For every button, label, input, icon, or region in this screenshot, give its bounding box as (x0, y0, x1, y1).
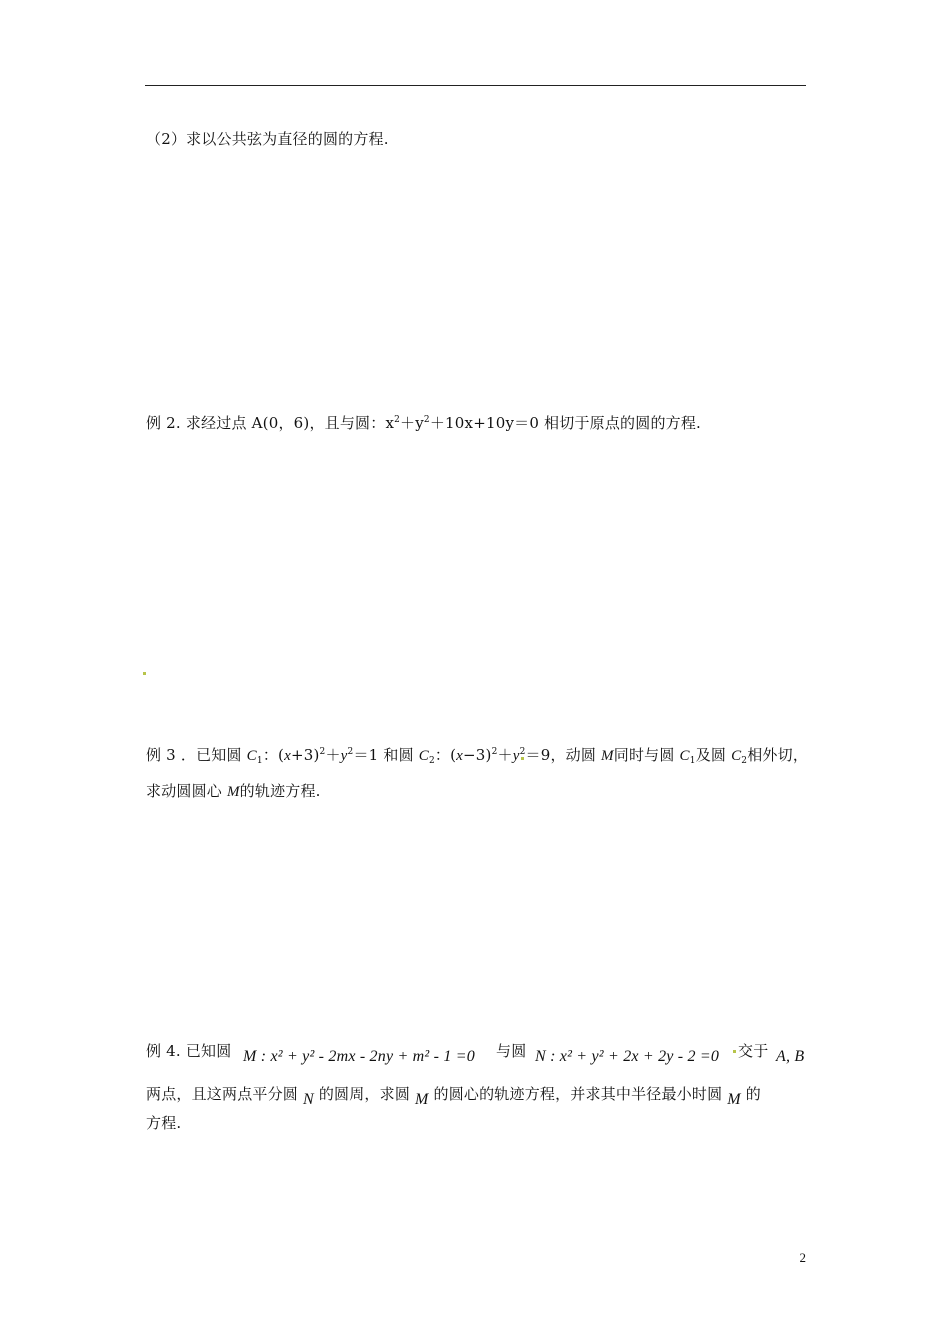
ex3-sub-2: 2 (428, 756, 435, 766)
ex3-label: 例 3 ．已知圆 (146, 746, 247, 764)
ex4-n: N (302, 1091, 314, 1108)
ex4-l2c: 的圆心的轨迹方程，并求其中半径最小时圆 (433, 1085, 723, 1103)
ex4-l2d: 的 (745, 1085, 761, 1103)
ex2-text-c: ＋10x+10y＝0 相切于原点的圆的方程. (429, 414, 702, 432)
ex3-sq1: 2 (319, 747, 326, 757)
ex3-sub-1: 1 (256, 756, 263, 766)
marker-dot-2 (521, 757, 524, 760)
example-4-label: 例 4. 已知圆 (146, 1042, 232, 1060)
ex3-sq4: 2 (519, 747, 526, 757)
ex2-text-a: 例 2. 求经过点 A(0，6)，且与圆：x (146, 414, 395, 432)
ex3-t4: ：( (434, 746, 457, 764)
ex4-m2: M (727, 1091, 741, 1108)
ex3-c4: C (731, 748, 742, 764)
ex3-y1: y (340, 748, 348, 764)
ex4-l2b: 的圆周，求圆 (318, 1085, 411, 1103)
ex3-y2: y (512, 748, 520, 764)
ex3-c2: C (418, 748, 429, 764)
ex3-t5: −3) (463, 746, 492, 764)
marker-dot-3 (733, 1050, 736, 1053)
ex2-sup-1: 2 (394, 415, 401, 425)
ex3-t6: ＝9，动圆 (525, 746, 602, 764)
question-part-2: （2）求以公共弦为直径的圆的方程. (146, 130, 389, 148)
ex3-c1: C (246, 748, 257, 764)
ex3-sub-3: 1 (689, 756, 696, 766)
ex4-m: M (415, 1091, 429, 1108)
ex3-x2: x (456, 748, 464, 764)
points-ab: A, B (776, 1048, 805, 1065)
ex3-t9: 相外切， (747, 746, 809, 764)
ex2-sup-2: 2 (423, 415, 430, 425)
page-number: 2 (799, 1250, 806, 1265)
ex3-sq3: 2 (491, 747, 498, 757)
example-4-line-3: 方程. (146, 1114, 182, 1132)
example-3-line-1 (146, 744, 808, 766)
header-rule (145, 85, 806, 86)
ex3-t2: +3) (290, 746, 320, 764)
ex4-l2a: 两点，且这两点平分圆 (146, 1085, 299, 1103)
ex3-sq2: 2 (347, 747, 354, 757)
example-2 (146, 412, 701, 433)
circle-m-equation: M : x² + y² - 2mx - 2ny + m² - 1 =0 (243, 1048, 475, 1065)
ex3-l2b: 的轨迹方程. (239, 782, 321, 800)
ex3-c3: C (679, 748, 690, 764)
ex3-m2: M (226, 784, 240, 800)
ex4-yu: 与圆 (496, 1042, 527, 1060)
ex3-l2a: 求动圆圆心 (146, 782, 227, 800)
example-3-line-2 (146, 780, 321, 801)
ex3-x1: x (284, 748, 291, 764)
ex4-jiaoyu: 交于 (738, 1042, 769, 1060)
ex3-t7: 同时与圆 (613, 746, 680, 764)
ex3-t8: 及圆 (695, 746, 732, 764)
circle-n-equation: N : x² + y² + 2x + 2y - 2 =0 (535, 1048, 720, 1065)
marker-dot (143, 672, 146, 675)
example-4-line-2 (146, 1083, 761, 1108)
ex3-sub-4: 2 (741, 756, 748, 766)
ex3-m1: M (601, 748, 614, 764)
ex3-plus1: ＋ (325, 746, 341, 764)
ex3-t3: ＝1 和圆 (353, 746, 419, 764)
ex2-text-b: ＋y (400, 414, 424, 432)
ex3-t1: ：( (262, 746, 285, 764)
ex3-plus2: ＋ (497, 746, 513, 764)
